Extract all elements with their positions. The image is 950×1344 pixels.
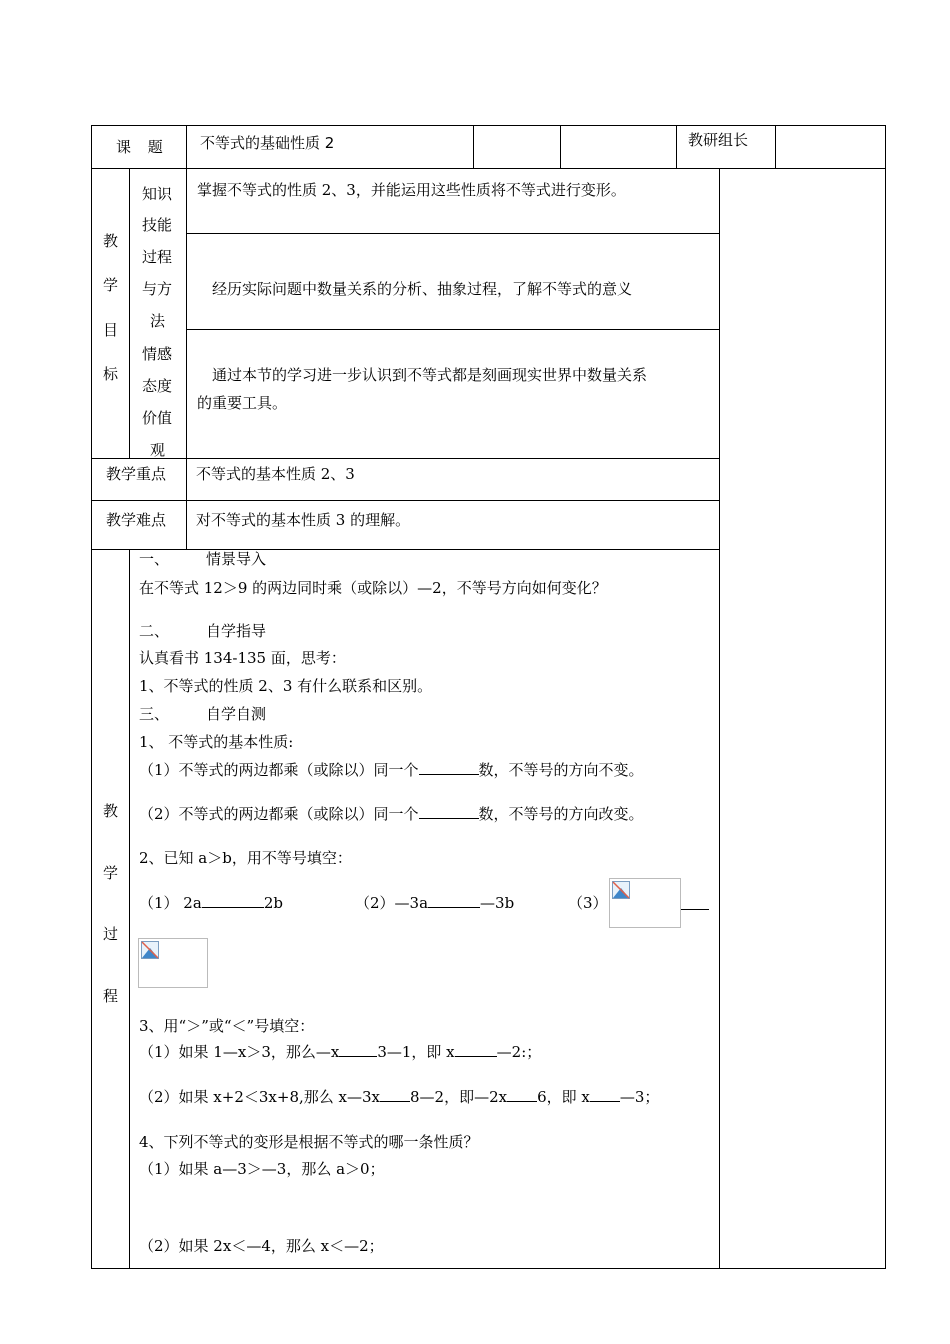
answer-blank[interactable]: [202, 893, 264, 908]
section1-question: 在不等式 12＞9 的两边同时乘（或除以）—2，不等号方向如何变化？: [139, 579, 607, 597]
answer-blank[interactable]: [419, 760, 479, 775]
question1b: （2）不等式的两边都乘（或除以）同一个 数，不等号的方向改变。: [139, 805, 644, 823]
answer-blank[interactable]: [681, 895, 709, 910]
process-method-text: 经历实际问题中数量关系的分析、抽象过程，了解不等式的意义: [212, 280, 633, 298]
group-leader-label: 教研组长: [688, 131, 749, 149]
question3-part2: （2）如果 x+2＜3x+8,那么 x—3x 8—2，即—2x 6，即 x —3；: [139, 1088, 660, 1106]
broken-image-placeholder: [138, 938, 208, 988]
section2-line1: 认真看书 134-135 面，思考：: [139, 649, 346, 667]
broken-image-placeholder: [609, 878, 681, 928]
broken-image-icon: [141, 941, 159, 959]
section2-title: 自学指导: [206, 622, 267, 640]
question4-part1: （1）如果 a—3＞—3，那么 a＞0；: [139, 1160, 385, 1178]
section2-number: 二、: [139, 622, 170, 640]
answer-blank[interactable]: [507, 1087, 537, 1102]
question2-part3: （3）: [568, 894, 608, 912]
question2-part2: （2）—3a —3b: [355, 894, 515, 912]
answer-blank[interactable]: [455, 1042, 497, 1057]
difficulty-label: 教学难点: [106, 511, 167, 529]
topic-value: 不等式的基础性质 2: [200, 134, 335, 152]
answer-blank[interactable]: [339, 1042, 377, 1057]
question4-heading: 4、下列不等式的变形是根据不等式的哪一条性质？: [139, 1133, 479, 1151]
attitude-text-line2: 的重要工具。: [197, 394, 288, 412]
question1-heading: 1、 不等式的基本性质:: [139, 733, 294, 751]
question2-heading: 2、已知 a＞b，用不等号填空：: [139, 849, 352, 867]
attitude-text-line1: 通过本节的学习进一步认识到不等式都是刻画现实世界中数量关系: [212, 366, 648, 384]
question1a: （1）不等式的两边都乘（或除以）同一个 数，不等号的方向不变。: [139, 761, 644, 779]
question3-heading: 3、用“＞”或“＜”号填空：: [139, 1017, 315, 1035]
section1-number: 一、: [139, 550, 170, 568]
question4-part2: （2）如果 2x＜—4，那么 x＜—2；: [139, 1237, 384, 1255]
section3-title: 自学自测: [206, 705, 267, 723]
answer-blank[interactable]: [380, 1087, 410, 1102]
question3-part1: （1）如果 1—x＞3，那么—x 3—1，即 x —2:；: [139, 1043, 542, 1061]
knowledge-text: 掌握不等式的性质 2、3，并能运用这些性质将不等式进行变形。: [197, 181, 626, 199]
answer-blank[interactable]: [590, 1087, 620, 1102]
question2-part1: （1） 2a 2b: [139, 894, 283, 912]
answer-blank[interactable]: [428, 893, 480, 908]
difficulty-text: 对不等式的基本性质 3 的理解。: [196, 511, 411, 529]
key-point-text: 不等式的基本性质 2、3: [196, 465, 355, 483]
key-point-label: 教学重点: [106, 465, 167, 483]
topic-label: 课 题: [116, 138, 163, 156]
section3-number: 三、: [139, 705, 170, 723]
section1-title: 情景导入: [206, 550, 267, 568]
answer-blank[interactable]: [419, 804, 479, 819]
broken-image-icon: [612, 881, 630, 899]
section2-line2: 1、不等式的性质 2、3 有什么联系和区别。: [139, 677, 433, 695]
